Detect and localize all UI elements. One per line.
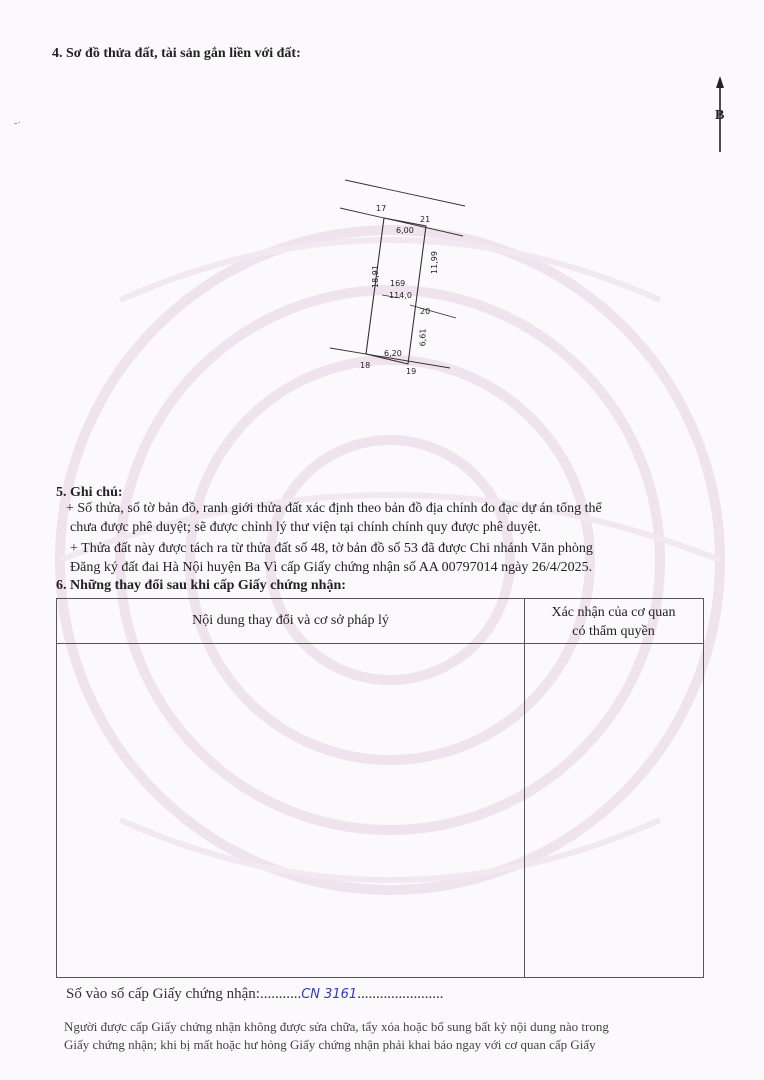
dimension-right-lower: 6,61 bbox=[418, 328, 428, 347]
table-header-changes: Nội dung thay đổi và cơ sở pháp lý bbox=[192, 613, 389, 628]
registration-number-handwritten: CN 3161 bbox=[301, 987, 358, 1002]
registration-dots-after: ....................... bbox=[357, 986, 444, 1002]
registration-line bbox=[66, 986, 443, 1003]
registration-dots-before: ........... bbox=[259, 986, 302, 1002]
dimension-top: 6,00 bbox=[396, 226, 414, 235]
note-line-3: + Thửa đất này được tách ra từ thửa đất số 48, tờ bản đồ số 53 đã được Chi nhánh Văn phòng bbox=[70, 541, 593, 556]
confirmation-line-1: Xác nhận của cơ quan bbox=[551, 605, 676, 620]
parcel-number: 169 bbox=[390, 279, 406, 288]
dimension-right-upper: 11,99 bbox=[429, 251, 439, 274]
point-20-label: 20 bbox=[420, 307, 431, 316]
note-line-4: Đăng ký đất đai Hà Nội huyện Ba Vì cấp Giấy chứng nhận số AA 00797014 ngày 26/4/2025. bbox=[70, 560, 593, 575]
point-19-label: 19 bbox=[406, 367, 417, 376]
margin-mark: -· bbox=[14, 118, 21, 129]
table-header-confirmation bbox=[524, 603, 703, 641]
footer-line-1: Người được cấp Giấy chứng nhận không được sửa chữa, tẩy xóa hoặc bổ sung bất kỳ nội dung nào trong bbox=[64, 1019, 609, 1034]
registration-label: Số vào sổ cấp Giấy chứng nhận: bbox=[66, 986, 260, 1002]
table-column-divider bbox=[524, 599, 525, 977]
changes-table bbox=[56, 598, 704, 978]
section4-title: 4. Sơ đồ thửa đất, tài sản gắn liền với đất: bbox=[52, 46, 301, 61]
neighbor-line-1 bbox=[345, 180, 465, 206]
dimension-left: 18,91 bbox=[370, 265, 380, 288]
parcel-area: 114,0 bbox=[389, 291, 412, 300]
note-line-2: chưa được phê duyệt; sẽ được chỉnh lý thư viện tại chính chính quy được phê duyệt. bbox=[70, 520, 542, 535]
section5-title: 5. Ghi chú: bbox=[56, 485, 123, 500]
section6-title: 6. Những thay đổi sau khi cấp Giấy chứng nhận: bbox=[56, 578, 346, 593]
point-21-label: 21 bbox=[420, 215, 431, 224]
point-18-label: 18 bbox=[360, 361, 371, 370]
table-header-divider bbox=[57, 643, 703, 644]
point-17-label: 17 bbox=[376, 204, 387, 213]
note-line-1: + Số thửa, số tờ bản đồ, ranh giới thửa đất xác định theo bản đồ địa chính đo đạc dự án tổng thể bbox=[66, 501, 602, 516]
confirmation-line-2: có thẩm quyền bbox=[572, 624, 655, 639]
footer-line-2: Giấy chứng nhận; khi bị mất hoặc hư hỏng Giấy chứng nhận phải khai báo ngay với cơ quan cấp Giấy bbox=[64, 1037, 596, 1052]
dimension-bottom: 6,20 bbox=[384, 349, 402, 358]
neighbor-line-3 bbox=[410, 305, 456, 318]
north-arrow-label: B bbox=[715, 108, 725, 123]
